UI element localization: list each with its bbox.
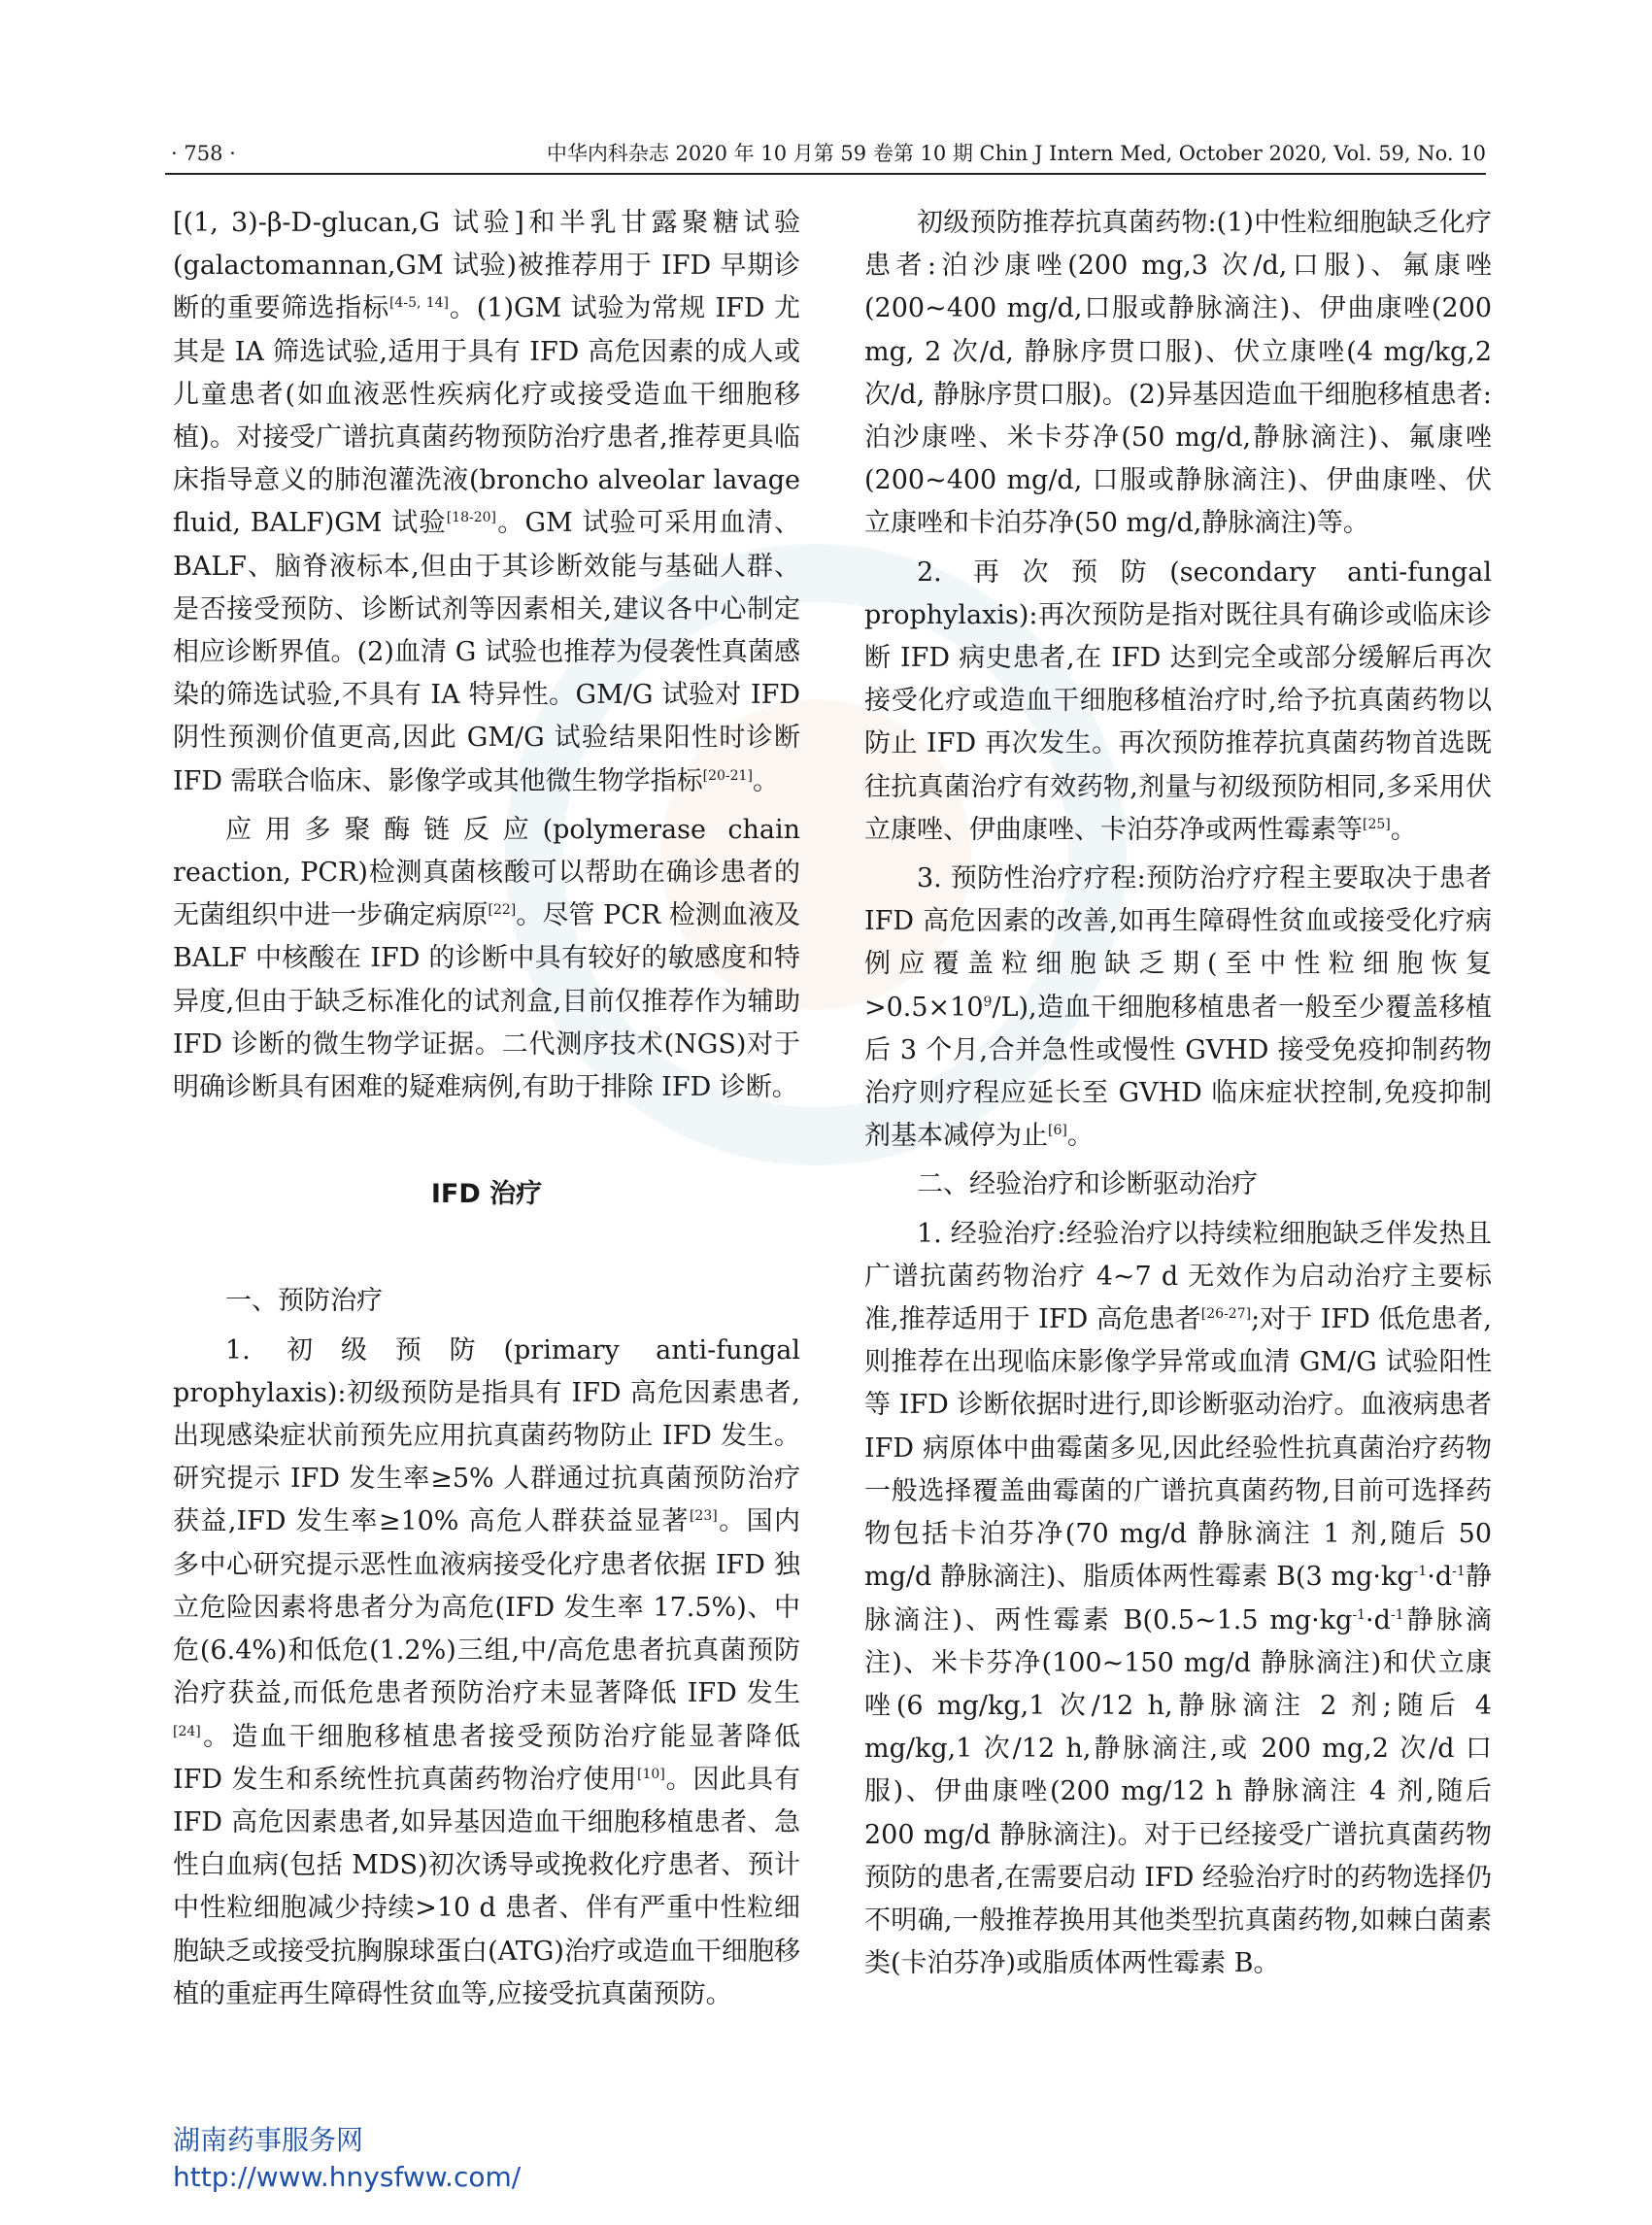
paragraph-prophylaxis-duration: 3. 预防性治疗疗程:预防治疗疗程主要取决于患者 IFD 高危因素的改善,如再生障碍性贫血或接受化疗病例应覆盖粒细胞缺乏期(至中性粒细胞恢复$>0.5\times 10^9/L$),造血干细胞移植患者一般至少覆盖移植后 3 个月,合并急性或慢性 GVHD 接受免疫抑制药物治疗则疗程应延长至 GVHD 临床症状控制,免疫抑制剂基本减停为止[6]。	[864, 863, 1492, 1152]
left-column	[173, 202, 800, 2022]
page-number: · 758 ·	[171, 142, 236, 165]
site-name: 湖南药事服务网	[173, 2124, 364, 2156]
paragraph-gm-g-tests: [(1, 3)-β-D-glucan,G 试验]和半乳甘露聚糖试验(galactomannan,GM 试验)被推荐用于 IFD 早期诊断的重要筛选指标[4-5, 14]。(1)GM 试验为常规 IFD 尤其是 IA 筛选试验,适用于具有 IFD 高危因素的成人或儿童患者(如血液恶性疾病化疗或接受造血干细胞移植)。对接受广谱抗真菌药物预防治疗患者,推荐更具临床指导意义的肺泡灌洗液(broncho alveolar lavage fluid, BALF)GM 试验[18-20]。GM 试验可采用血清、BALF、脑脊液标本,但由于其诊断效能与基础人群、是否接受预防、诊断试剂等因素相关,建议各中心制定相应诊断界值。(2)血清 G 试验也推荐为侵袭性真菌感染的筛选试验,不具有 IA 特异性。GM/G 试验对 IFD 阴性预测价值更高,因此 GM/G 试验结果阳性时诊断 IFD 需联合临床、影像学或其他微生物学指标[20-21]。	[173, 208, 800, 796]
paragraph-primary-prophylaxis: 1. 初级预防(primary anti-fungal prophylaxis):初级预防是指具有 IFD 高危因素患者,出现感染症状前预先应用抗真菌药物防止 IFD 发生。研究提示 IFD 发生率≥5% 人群通过抗真菌预防治疗获益,IFD 发生率≥10% 高危人群获益显著[23]。国内多中心研究提示恶性血液病接受化疗患者依据 IFD 独立危险因素将患者分为高危(IFD 发生率 17.5%)、中危(6.4%)和低危(1.2%)三组,中/高危患者抗真菌预防治疗获益,而低危患者预防治疗未显著降低 IFD 发生[24]。造血干细胞移植患者接受预防治疗能显著降低 IFD 发生和系统性抗真菌药物治疗使用[10]。因此具有 IFD 高危因素患者,如异基因造血干细胞移植患者、急性白血病(包括 MDS)初次诱导或挽救化疗患者、预计中性粒细胞减少持续>10 d 患者、伴有严重中性粒细胞缺乏或接受抗胸腺球蛋白(ATG)治疗或造血干细胞移植的重症再生障碍性贫血等,应接受抗真菌预防。	[173, 1334, 801, 2009]
paragraph-primary-drugs: 初级预防推荐抗真菌药物:(1)中性粒细胞缺乏化疗患者:泊沙康唑(200 mg,3 次/d,口服)、氟康唑(200~400 mg/d,口服或静脉滴注)、伊曲康唑(200 mg, 2 次/d, 静脉序贯口服)、伏立康唑(4 mg/kg,2 次/d, 静脉序贯口服)。(2)异基因造血干细胞移植患者:泊沙康唑、米卡芬净(50 mg/d,静脉滴注)、氟康唑(200~400 mg/d, 口服或静脉滴注)、伊曲康唑、伏立康唑和卡泊芬净(50 mg/d,静脉滴注)等。	[864, 208, 1492, 539]
site-footer	[173, 2122, 521, 2196]
paragraph-empirical-therapy: 1. 经验治疗:经验治疗以持续粒细胞缺乏伴发热且广谱抗菌药物治疗 4~7 d 无效作为启动治疗主要标准,推荐适用于 IFD 高危患者[26-27];对于 IFD 低危患者,则推荐在出现临床影像学异常或血清 GM/G 试验阳性等 IFD 诊断依据时进行,即诊断驱动治疗。血液病患者 IFD 病原体中曲霉菌多见,因此经验性抗真菌治疗药物一般选择覆盖曲霉菌的广谱抗真菌药物,目前可选择药物包括卡泊芬净(70 mg/d 静脉滴注 1 剂,随后 50 mg/d 静脉滴注)、脂质体两性霉素 B(3 $mg\cdot kg^{-1}\cdot d^{-1}$静脉滴注)、两性霉素 B(0.5~1.5 $mg\cdot kg^{-1}\cdot d^{-1}$静脉滴注)、米卡芬净(100~150 mg/d 静脉滴注)和伏立康唑(6 mg/kg,1 次/12 h,静脉滴注 2 剂;随后 4 mg/kg,1 次/12 h,静脉滴注,或 200 mg,2 次/d 口服)、伊曲康唑(200 mg/12 h 静脉滴注 4 剂,随后 200 mg/d 静脉滴注)。对于已经接受广谱抗真菌药物预防的患者,在需要启动 IFD 经验治疗时的药物选择仍不明确,一般推荐换用其他类型抗真菌药物,如棘白菌素类(卡泊芬净)或脂质体两性霉素 B。	[864, 1218, 1493, 1979]
running-header	[165, 136, 1486, 171]
subsection-title-prevention: 一、预防治疗	[225, 1286, 383, 1317]
site-url-link[interactable]: http://www.hnysfww.com/	[173, 2161, 522, 2193]
journal-citation: 中华内科杂志 2020 年 10 月第 59 卷第 10 期 Chin J Intern Med, October 2020, Vol. 59, No. 10	[546, 142, 1486, 165]
right-column	[864, 202, 1492, 1991]
subsection-title-empirical: 二、经验治疗和诊断驱动治疗	[917, 1169, 1258, 1200]
section-title: IFD 治疗	[430, 1179, 543, 1210]
paragraph-secondary-prophylaxis: 2. 再次预防(secondary anti-fungal prophylaxis):再次预防是指对既往具有确诊或临床诊断 IFD 病史患者,在 IFD 达到完全或部分缓解后再次接受化疗或造血干细胞移植治疗时,给予抗真菌药物以防止 IFD 再次发生。再次预防推荐抗真菌药物首选既往抗真菌治疗有效药物,剂量与初级预防相同,多采用伏立康唑、伊曲康唑、卡泊芬净或两性霉素等[25]。	[864, 556, 1492, 845]
header-divider	[165, 173, 1486, 175]
paragraph-pcr: 应用多聚酶链反应(polymerase chain reaction, PCR)检测真菌核酸可以帮助在确诊患者的无菌组织中进一步确定病原[22]。尽管 PCR 检测血液及 BALF 中核酸在 IFD 的诊断中具有较好的敏感度和特异度,但由于缺乏标准化的试剂盒,目前仅推荐作为辅助 IFD 诊断的微生物学证据。二代测序技术(NGS)对于明确诊断具有困难的疑难病例,有助于排除 IFD 诊断。	[173, 814, 801, 1103]
